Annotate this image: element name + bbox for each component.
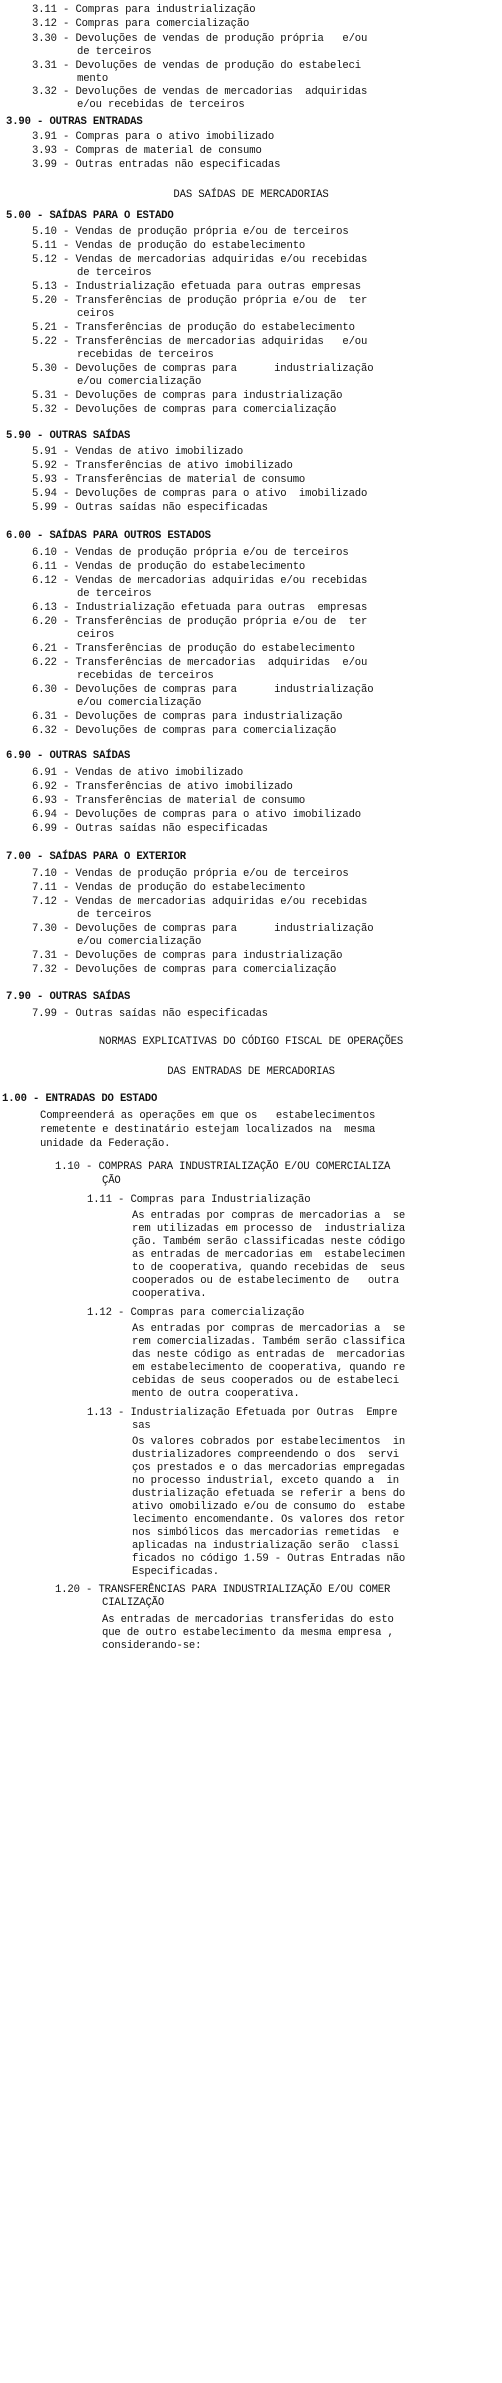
text-line: ceiros xyxy=(77,629,115,641)
group-heading: 3.90 - OUTRAS ENTRADAS xyxy=(6,116,143,128)
text-line: em estabelecimento de cooperativa, quando re xyxy=(132,1362,406,1374)
text-line: mento xyxy=(77,73,109,85)
group-heading: 6.90 - OUTRAS SAÍDAS xyxy=(6,750,131,762)
text-line: ativo omobilizado e/ou de consumo do estabe xyxy=(132,1501,406,1513)
text-line: 7.30 - Devoluções de compras para industrialização xyxy=(32,923,374,935)
text-line: 5.91 - Vendas de ativo imobilizado xyxy=(32,446,244,458)
text-line: 6.13 - Industrialização efetuada para outras empresas xyxy=(32,602,368,614)
text-line: 3.32 - Devoluções de vendas de mercadorias adquiridas xyxy=(32,86,368,98)
text-line: 7.10 - Vendas de produção própria e/ou de terceiros xyxy=(32,868,349,880)
text-line: ção. Também serão classificadas neste código xyxy=(132,1236,406,1248)
text-line: de terceiros xyxy=(77,46,152,58)
text-line: 6.11 - Vendas de produção do estabelecimento xyxy=(32,561,306,573)
text-line: 3.93 - Compras de material de consumo xyxy=(32,145,262,157)
text-line: 5.13 - Industrialização efetuada para outras empresas xyxy=(32,281,361,293)
text-line: 6.12 - Vendas de mercadorias adquiridas e/ou recebidas xyxy=(32,575,368,587)
text-line: 6.93 - Transferências de material de consumo xyxy=(32,795,306,807)
text-line: 6.92 - Transferências de ativo imobilizado xyxy=(32,781,293,793)
text-line: 3.99 - Outras entradas não especificadas xyxy=(32,159,281,171)
text-line: 5.32 - Devoluções de compras para comercialização xyxy=(32,404,337,416)
text-line: no processo industrial, exceto quando a in xyxy=(132,1475,399,1487)
text-line: e/ou recebidas de terceiros xyxy=(77,99,245,111)
text-line: 6.21 - Transferências de produção do estabelecimento xyxy=(32,643,355,655)
text-line: e/ou comercialização xyxy=(77,936,202,948)
text-line: 7.32 - Devoluções de compras para comercialização xyxy=(32,964,337,976)
text-line: considerando-se: xyxy=(102,1640,202,1652)
text-line: de terceiros xyxy=(77,267,152,279)
text-line: de terceiros xyxy=(77,588,152,600)
text-line: 6.94 - Devoluções de compras para o ativo imobilizado xyxy=(32,809,361,821)
text-line: sas xyxy=(132,1420,151,1432)
text-line: e/ou comercialização xyxy=(77,376,202,388)
text-line: 6.10 - Vendas de produção própria e/ou de terceiros xyxy=(32,547,349,559)
group-heading: 7.00 - SAÍDAS PARA O EXTERIOR xyxy=(6,851,187,863)
text-line: e/ou comercialização xyxy=(77,697,202,709)
text-line: 7.11 - Vendas de produção do estabelecimento xyxy=(32,882,306,894)
text-line: 1.20 - TRANSFERÊNCIAS PARA INDUSTRIALIZAÇÃO E/OU COMER xyxy=(55,1584,391,1596)
group-heading: 7.90 - OUTRAS SAÍDAS xyxy=(6,991,131,1003)
text-line: CIALIZAÇÃO xyxy=(102,1597,165,1609)
text-line: Especificadas. xyxy=(132,1566,219,1578)
section-heading: DAS ENTRADAS DE MERCADORIAS xyxy=(167,1066,335,1078)
text-line: de terceiros xyxy=(77,909,152,921)
text-line: recebidas de terceiros xyxy=(77,670,214,682)
text-line: mento de outra cooperativa. xyxy=(132,1388,300,1400)
text-line: 1.11 - Compras para Industrialização xyxy=(87,1194,311,1206)
text-line: nos simbólicos das mercadorias remetidas e xyxy=(132,1527,399,1539)
group-heading: 5.00 - SAÍDAS PARA O ESTADO xyxy=(6,210,174,222)
text-line: 3.30 - Devoluções de vendas de produção própria e/ou xyxy=(32,33,368,45)
text-line: ceiros xyxy=(77,308,115,320)
text-line: 6.91 - Vendas de ativo imobilizado xyxy=(32,767,244,779)
text-line: lecimento encomendante. Os valores dos retor xyxy=(132,1514,406,1526)
text-line: ficados no código 1.59 - Outras Entradas não xyxy=(132,1553,406,1565)
text-line: Os valores cobrados por estabelecimentos in xyxy=(132,1436,406,1448)
text-line: 7.99 - Outras saídas não especificadas xyxy=(32,1008,268,1020)
text-line: 3.31 - Devoluções de vendas de produção do estabeleci xyxy=(32,60,361,72)
text-line: 5.92 - Transferências de ativo imobilizado xyxy=(32,460,293,472)
text-line: 3.91 - Compras para o ativo imobilizado xyxy=(32,131,275,143)
text-line: unidade da Federação. xyxy=(40,1138,171,1150)
text-line: 6.20 - Transferências de produção própria e/ou de ter xyxy=(32,616,368,628)
group-heading: 6.00 - SAÍDAS PARA OUTROS ESTADOS xyxy=(6,530,211,542)
text-line: 5.11 - Vendas de produção do estabelecimento xyxy=(32,240,306,252)
section-heading: DAS SAÍDAS DE MERCADORIAS xyxy=(173,189,329,201)
text-line: 7.12 - Vendas de mercadorias adquiridas e/ou recebidas xyxy=(32,896,368,908)
text-line: 3.12 - Compras para comercialização xyxy=(32,18,250,30)
text-line: 5.20 - Transferências de produção própria e/ou de ter xyxy=(32,295,368,307)
text-line: 5.22 - Transferências de mercadorias adquiridas e/ou xyxy=(32,336,368,348)
text-line: As entradas por compras de mercadorias a se xyxy=(132,1210,406,1222)
text-line: 6.22 - Transferências de mercadorias adquiridas e/ou xyxy=(32,657,368,669)
text-line: aplicadas na industrialização serão classi xyxy=(132,1540,399,1552)
text-line: dustrializadores compreendendo o dos servi xyxy=(132,1449,399,1461)
text-line: 5.31 - Devoluções de compras para industrialização xyxy=(32,390,343,402)
section-heading: NORMAS EXPLICATIVAS DO CÓDIGO FISCAL DE OPERAÇÕES xyxy=(98,1036,404,1048)
text-line: to de cooperativa, quando recebidas de seus xyxy=(132,1262,406,1274)
text-line: 5.93 - Transferências de material de consumo xyxy=(32,474,306,486)
group-heading: 1.00 - ENTRADAS DO ESTADO xyxy=(2,1093,158,1105)
text-line: 6.31 - Devoluções de compras para industrialização xyxy=(32,711,343,723)
text-line: 5.30 - Devoluções de compras para industrialização xyxy=(32,363,374,375)
text-line: 5.99 - Outras saídas não especificadas xyxy=(32,502,268,514)
text-line: das neste código as entradas de mercadorias xyxy=(132,1349,406,1361)
text-line: 1.12 - Compras para comercialização xyxy=(87,1307,305,1319)
group-heading: 5.90 - OUTRAS SAÍDAS xyxy=(6,430,131,442)
text-line: 5.94 - Devoluções de compras para o ativo imobilizado xyxy=(32,488,368,500)
text-line: cooperativa. xyxy=(132,1288,207,1300)
text-line: As entradas por compras de mercadorias a se xyxy=(132,1323,406,1335)
text-line: 6.32 - Devoluções de compras para comercialização xyxy=(32,725,337,737)
text-line: Compreenderá as operações em que os estabelecimentos xyxy=(40,1110,376,1122)
text-line: cooperados ou de estabelecimento de outra xyxy=(132,1275,399,1287)
text-line: 6.99 - Outras saídas não especificadas xyxy=(32,823,268,835)
text-line: 6.30 - Devoluções de compras para industrialização xyxy=(32,684,374,696)
text-line: rem utilizadas em processo de industrializa xyxy=(132,1223,406,1235)
text-line: 5.10 - Vendas de produção própria e/ou de terceiros xyxy=(32,226,349,238)
text-line: 7.31 - Devoluções de compras para industrialização xyxy=(32,950,343,962)
text-line: ços prestados e o das mercadorias empregadas xyxy=(132,1462,406,1474)
text-line: 5.12 - Vendas de mercadorias adquiridas e/ou recebidas xyxy=(32,254,368,266)
text-line: rem comercializadas. Também serão classifica xyxy=(132,1336,406,1348)
text-line: ÇÃO xyxy=(102,1175,121,1187)
text-line: cebidas de seus cooperados ou de estabeleci xyxy=(132,1375,399,1387)
text-line: 1.13 - Industrialização Efetuada por Outras Empre xyxy=(87,1407,398,1419)
text-line: As entradas de mercadorias transferidas do esto xyxy=(102,1614,394,1626)
text-line: 1.10 - COMPRAS PARA INDUSTRIALIZAÇÃO E/OU COMERCIALIZA xyxy=(55,1161,391,1173)
text-line: que de outro estabelecimento da mesma empresa , xyxy=(102,1627,394,1639)
text-line: as entradas de mercadorias em estabelecimen xyxy=(132,1249,406,1261)
text-line: recebidas de terceiros xyxy=(77,349,214,361)
text-line: remetente e destinatário estejam localizados na mesma xyxy=(40,1124,376,1136)
text-line: 5.21 - Transferências de produção do estabelecimento xyxy=(32,322,355,334)
text-line: 3.11 - Compras para industrialização xyxy=(32,4,256,16)
text-line: dustrialização efetuada se referir a bens do xyxy=(132,1488,406,1500)
